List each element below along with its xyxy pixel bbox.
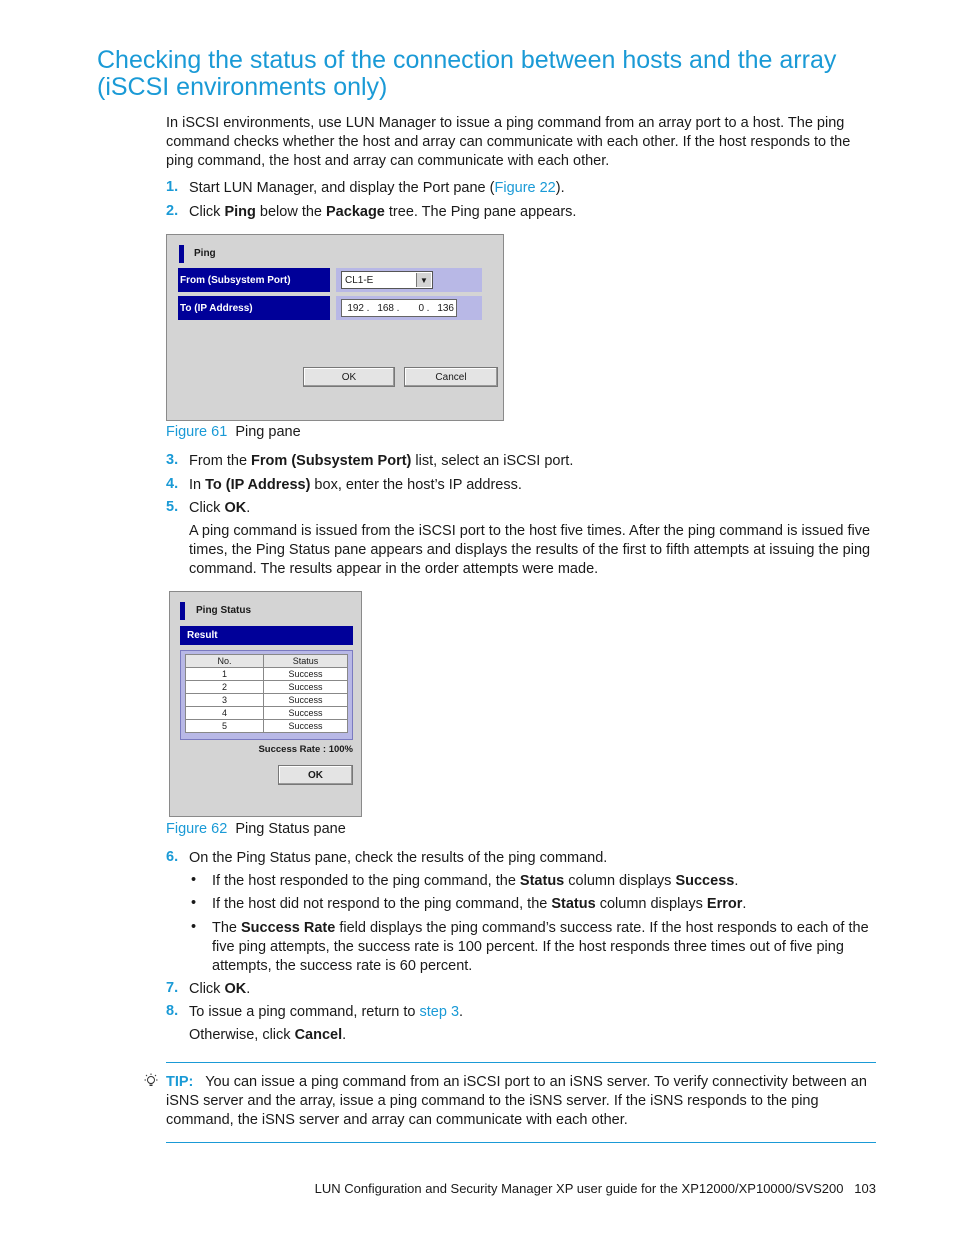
pane-title-marker <box>179 245 184 263</box>
tip-paragraph <box>166 1073 878 1130</box>
step-text-pre: From the <box>189 453 252 469</box>
col-no-header: No. <box>186 655 264 668</box>
row-no: 2 <box>186 681 264 694</box>
tip-text: You can issue a ping command from an iSCSI port to an iSNS server. To verify connectivity between an iSNS server and the array, issue a ping command to the iSNS server. If the iSNS responds to the ping command, the iSNS server and array can communicate with each other. <box>166 1074 867 1128</box>
bullet-text-post: . <box>734 873 739 889</box>
step-text <box>189 499 879 518</box>
tip-top-rule <box>166 1062 876 1063</box>
step-text: On the Ping Status pane, check the results of the ping command. <box>189 850 608 866</box>
tip-bottom-rule <box>166 1142 876 1143</box>
success-rate: Success Rate : 100% <box>258 744 353 755</box>
ip-octet-2[interactable]: 168 <box>377 302 394 314</box>
step-text <box>189 452 879 471</box>
bullet-mark: • <box>191 919 197 935</box>
ok-button[interactable]: OK <box>278 765 353 785</box>
step-number: 2. <box>166 203 179 219</box>
row-no: 4 <box>186 707 264 720</box>
table-row <box>186 720 348 733</box>
row-status: Success <box>264 720 348 733</box>
step-text-post: box, enter the host’s IP address. <box>310 477 522 493</box>
lightbulb-icon <box>143 1073 159 1089</box>
page-footer <box>315 1181 876 1196</box>
step-number: 7. <box>166 980 179 996</box>
step-text-pre: Click <box>189 500 225 516</box>
bullet-bold: Error <box>706 896 743 912</box>
ok-button[interactable]: OK <box>303 367 395 387</box>
select-value: CL1-E <box>345 274 374 286</box>
figure-62-caption <box>166 821 346 837</box>
row-no: 3 <box>186 694 264 707</box>
ping-status-title: Ping Status <box>196 605 252 616</box>
page-number: 103 <box>854 1181 876 1196</box>
step-text-post: . <box>342 1027 347 1043</box>
col-status-header: Status <box>264 655 348 668</box>
step-bold: Ping <box>224 204 256 220</box>
figure-label: Figure 62 <box>166 821 228 837</box>
step-text-pre: Start LUN Manager, and display the Port pane ( <box>189 180 495 196</box>
step-text-post: . <box>246 500 251 516</box>
bullet-bold: Status <box>551 896 596 912</box>
step-number: 3. <box>166 452 179 468</box>
ip-separator: . <box>366 302 370 314</box>
figure-text: Ping Status pane <box>235 821 346 837</box>
chevron-down-icon[interactable]: ▼ <box>416 273 431 287</box>
result-table <box>185 654 348 733</box>
from-value-area <box>336 268 482 292</box>
step-bold: OK <box>224 500 247 516</box>
step-text-mid: below the <box>255 204 327 220</box>
step-number: 1. <box>166 179 179 195</box>
row-status: Success <box>264 681 348 694</box>
step-5-detail: A ping command is issued from the iSCSI port to the host five times. After the ping command is issued five times, the Ping Status pane appears and displays the results of the first to fifth attempts at issuing the ping command. The results appear in the order attempts were made. <box>189 523 871 577</box>
ip-octet-1[interactable]: 192 <box>347 302 364 314</box>
bullet-bold: Success Rate <box>241 920 336 936</box>
bullet-text-pre: If the host did not respond to the ping command, the <box>212 896 552 912</box>
heading-line-1: Checking the status of the connection between hosts and the array <box>97 46 837 74</box>
step-bold: Cancel <box>294 1027 343 1043</box>
to-value-area <box>336 296 482 320</box>
row-status: Success <box>264 694 348 707</box>
step-text <box>189 476 879 495</box>
table-row <box>186 668 348 681</box>
bullet-mark: • <box>191 872 197 888</box>
table-row <box>186 707 348 720</box>
step-text <box>189 203 879 222</box>
step-3-link[interactable]: step 3 <box>419 1004 460 1020</box>
footer-text: LUN Configuration and Security Manager XP user guide for the XP12000/XP10000/SVS200 <box>314 1181 844 1196</box>
step-text <box>189 179 879 198</box>
bullet-text-mid: column displays <box>564 873 676 889</box>
step-text-pre: Otherwise, click <box>189 1027 295 1043</box>
result-table-header <box>186 655 348 668</box>
ping-status-pane-screenshot <box>169 591 362 817</box>
step-bold: OK <box>224 981 247 997</box>
figure-61-caption <box>166 424 301 440</box>
ip-octet-4[interactable]: 136 <box>437 302 454 314</box>
result-header: Result <box>180 626 353 645</box>
step-number: 5. <box>166 499 179 515</box>
bullet-text-post: field displays the ping command’s success rate. If the host responds to each of the five ping attempts, the success rate is 100 percent. If the host responds three times out of five ping attempts, the success rate is 60 percent. <box>212 920 869 974</box>
row-status: Success <box>264 668 348 681</box>
step-text <box>189 980 879 999</box>
figure-label: Figure 61 <box>166 424 228 440</box>
row-status: Success <box>264 707 348 720</box>
step-text-pre: Click <box>189 981 225 997</box>
step-bold: Package <box>326 204 385 220</box>
step-text-post: . <box>459 1004 464 1020</box>
ip-octet-3[interactable]: 0 <box>418 302 424 314</box>
step-bold: To (IP Address) <box>205 477 311 493</box>
bullet-text-post: . <box>742 896 747 912</box>
bullet-bold: Success <box>675 873 735 889</box>
step-text-pre: To issue a ping command, return to <box>189 1004 420 1020</box>
heading-line-2: (iSCSI environments only) <box>97 73 388 101</box>
step-number: 6. <box>166 849 179 865</box>
ping-pane-screenshot <box>166 234 504 421</box>
from-subsystem-port-select[interactable] <box>341 271 433 289</box>
step-number: 4. <box>166 476 179 492</box>
bullet-text-pre: If the host responded to the ping command, the <box>212 873 520 889</box>
tip-label: TIP: <box>166 1074 194 1090</box>
figure-22-link[interactable]: Figure 22 <box>494 180 556 196</box>
step-text <box>189 1003 879 1022</box>
pane-title-marker <box>180 602 185 620</box>
step-text-post: list, select an iSCSI port. <box>411 453 574 469</box>
bullet-text <box>212 872 878 891</box>
step-bold: From (Subsystem Port) <box>251 453 412 469</box>
ip-separator: . <box>396 302 400 314</box>
intro-paragraph: In iSCSI environments, use LUN Manager to issue a ping command from an array port to a host. The ping command checks whether the host and array can communicate with each other. If the host responds to the ping command, the host and array can communicate with each other. <box>166 115 851 169</box>
step-text-post: . <box>246 981 251 997</box>
page-heading <box>97 47 897 101</box>
bullet-text-pre: The <box>212 920 242 936</box>
ip-address-input[interactable] <box>341 299 457 317</box>
table-row <box>186 694 348 707</box>
ping-pane-title: Ping <box>194 248 216 259</box>
figure-text: Ping pane <box>235 424 301 440</box>
bullet-mark: • <box>191 895 197 911</box>
bullet-text <box>212 895 878 914</box>
to-ip-address-label: To (IP Address) <box>178 296 330 320</box>
from-subsystem-port-label: From (Subsystem Port) <box>178 268 330 292</box>
row-no: 1 <box>186 668 264 681</box>
step-number: 8. <box>166 1003 179 1019</box>
bullet-text <box>212 919 878 976</box>
cancel-button[interactable]: Cancel <box>404 367 498 387</box>
row-no: 5 <box>186 720 264 733</box>
table-row <box>186 681 348 694</box>
bullet-bold: Status <box>519 873 565 889</box>
step-text-pre: In <box>189 477 206 493</box>
step-text-pre: Click <box>189 204 225 220</box>
step-text-post: ). <box>555 180 565 196</box>
bullet-text-mid: column displays <box>595 896 707 912</box>
step-text-post: tree. The Ping pane appears. <box>384 204 577 220</box>
ip-separator: . <box>426 302 430 314</box>
step-8-otherwise <box>189 1026 879 1045</box>
